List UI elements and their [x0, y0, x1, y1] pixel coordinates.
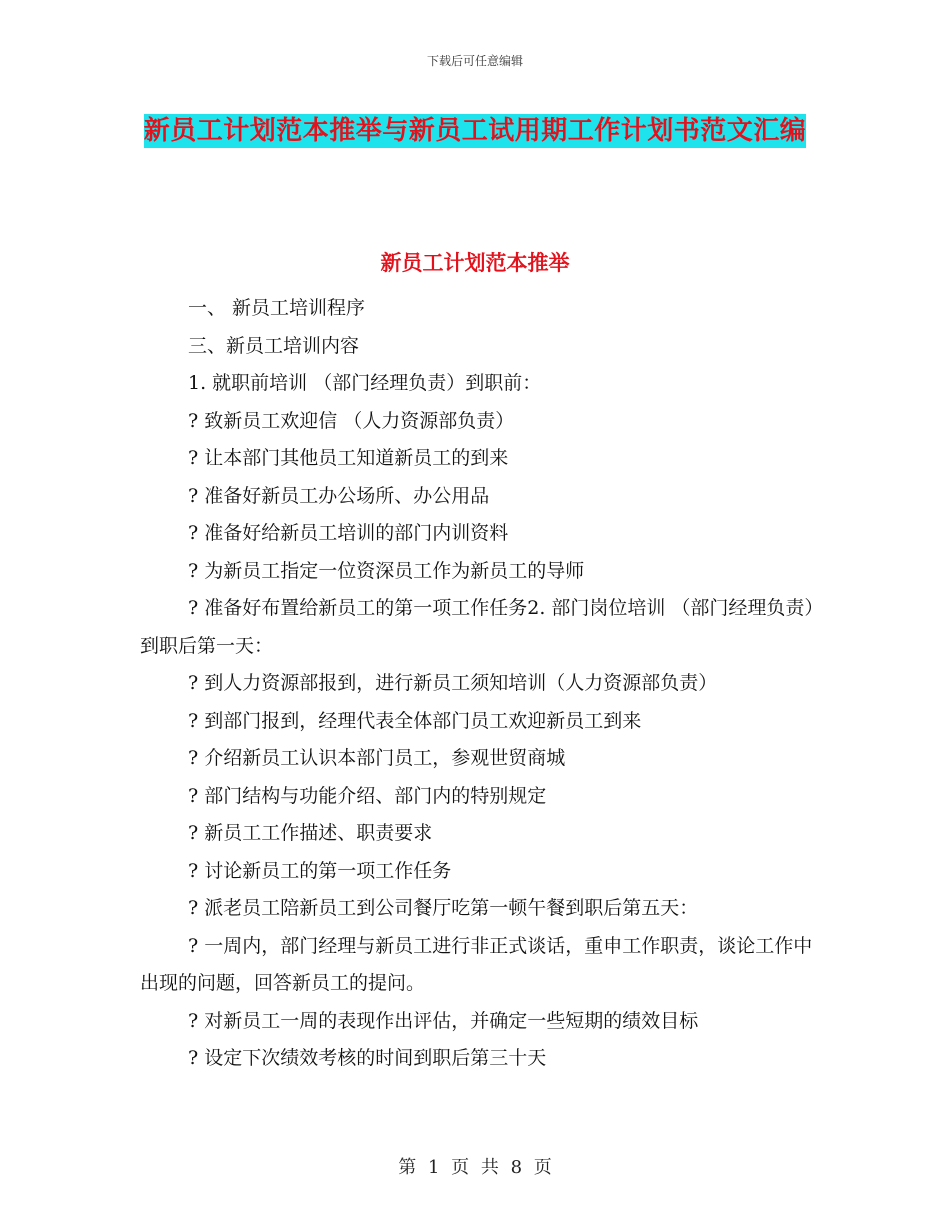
document-body: [140, 290, 820, 1078]
body-paragraph: ? 到部门报到，经理代表全体部门员工欢迎新员工到来: [188, 709, 642, 732]
body-paragraph: ? 新员工工作描述、职责要求: [188, 822, 433, 844]
body-paragraph: ? 致新员工欢迎信 （人力资源部负责）: [188, 409, 515, 432]
body-paragraph: ? 准备好布置给新员工的第一项工作任务2. 部门岗位培训 （部门经理负责）到职后第一天：: [140, 597, 814, 657]
document-title-text: 新员工计划范本推举与新员工试用期工作计划书范文汇编: [143, 116, 807, 146]
body-paragraph: ? 准备好给新员工培训的部门内训资料: [188, 522, 509, 544]
body-paragraph: ? 让本部门其他员工知道新员工的到来: [188, 447, 509, 469]
body-paragraph: ? 设定下次绩效考核的时间到职后第三十天: [188, 1047, 547, 1069]
body-paragraph: 一、 新员工培训程序: [188, 297, 366, 319]
body-paragraph: 1. 就职前培训 （部门经理负责）到职前：: [188, 372, 542, 394]
body-paragraph: ? 对新员工一周的表现作出评估，并确定一些短期的绩效目标: [188, 1009, 699, 1032]
body-paragraph: ? 准备好新员工办公场所、办公用品: [188, 484, 490, 507]
page-footer: 第 1 页 共 8 页: [398, 1157, 552, 1178]
header-note: 下载后可任意编辑: [426, 54, 523, 68]
document-title: [140, 108, 810, 154]
body-paragraph: ? 派老员工陪新员工到公司餐厅吃第一顿午餐到职后第五天：: [188, 897, 699, 919]
body-paragraph: ? 讨论新员工的第一项工作任务: [188, 859, 452, 882]
body-paragraph: ? 一周内，部门经理与新员工进行非正式谈话，重申工作职责，谈论工作中出现的问题，回答新员工的提问。: [140, 934, 813, 994]
body-paragraph: 三、新员工培训内容: [188, 334, 360, 357]
body-paragraph: ? 介绍新员工认识本部门员工，参观世贸商城: [188, 747, 566, 769]
body-paragraph: ? 为新员工指定一位资深员工作为新员工的导师: [188, 559, 585, 582]
body-paragraph: ? 到人力资源部报到，进行新员工须知培训（人力资源部负责）: [188, 672, 718, 694]
section-title: 新员工计划范本推举: [380, 250, 570, 275]
body-paragraph: ? 部门结构与功能介绍、部门内的特别规定: [188, 784, 547, 807]
